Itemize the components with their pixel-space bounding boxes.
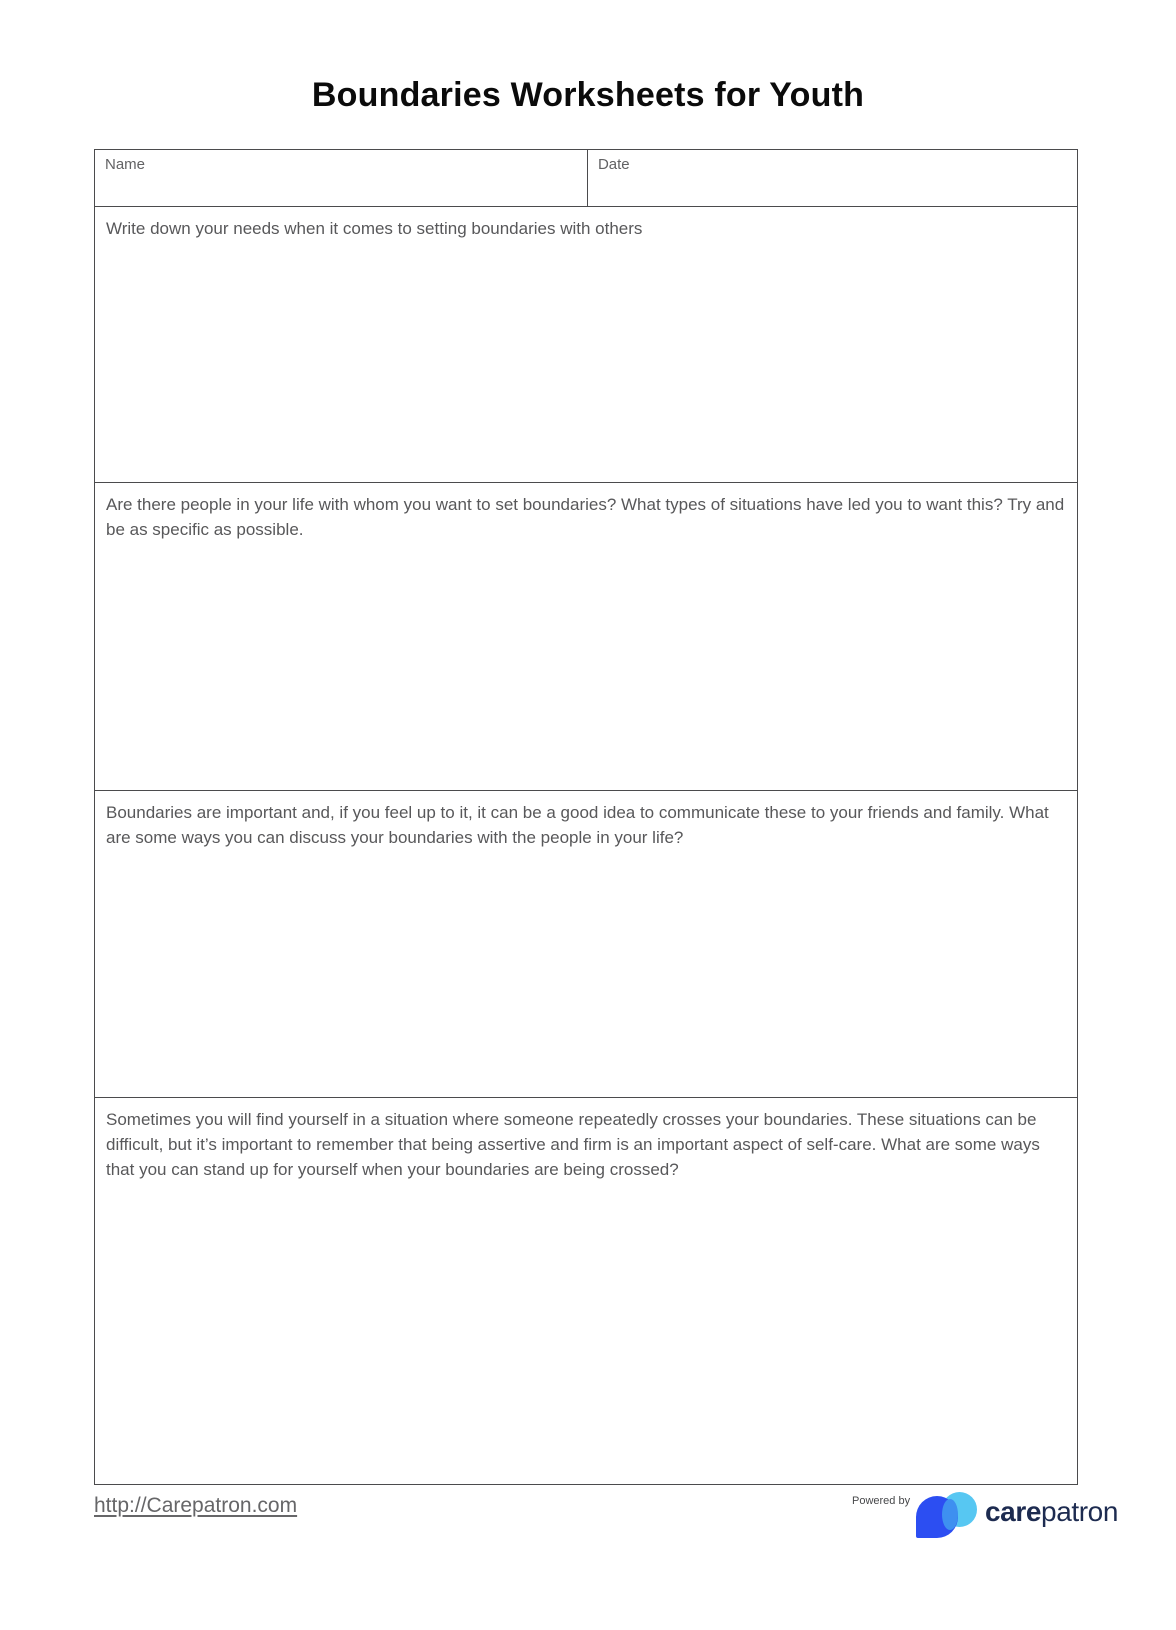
answer-area[interactable]: [106, 850, 1066, 1097]
name-field[interactable]: [95, 150, 588, 206]
logo-bubble-overlap-icon: [942, 1499, 958, 1530]
question-prompt: Are there people in your life with whom you want to set boundaries? What types of situations have led you to want this? Try and be as specific as possible.: [106, 495, 1065, 539]
brand-wordmark: [985, 1496, 1118, 1528]
question-prompt: Sometimes you will find yourself in a situation where someone repeatedly crosses your boundaries. These situations can be difficult, but it’s important to remember that being assertive and firm is an important aspect of self-care. What are some ways that you can stand up for yourself when your boundaries are being crossed?: [106, 1110, 1040, 1179]
date-label: Date: [597, 156, 630, 173]
name-label: Name: [105, 156, 146, 173]
answer-area[interactable]: [106, 1182, 1066, 1484]
carepatron-logo-icon: [916, 1492, 978, 1540]
section-people: [95, 483, 1077, 791]
answer-area[interactable]: [106, 241, 1066, 482]
brand-patron-text: patron: [1041, 1496, 1119, 1527]
date-field[interactable]: [588, 150, 1077, 206]
worksheet-table: [94, 149, 1078, 1485]
date-value[interactable]: [598, 173, 1067, 191]
footer-link[interactable]: http://Carepatron.com: [94, 1494, 298, 1517]
page-title: Boundaries Worksheets for Youth: [311, 76, 865, 114]
name-date-row: [95, 150, 1077, 207]
section-communicate: [95, 791, 1077, 1098]
brand-care-text: care: [985, 1496, 1042, 1527]
answer-area[interactable]: [106, 542, 1066, 790]
question-prompt: Boundaries are important and, if you feel up to it, it can be a good idea to communicate these to your friends and family. What are some ways you can discuss your boundaries with the people in your life?: [106, 803, 1049, 847]
powered-by-label: Powered by: [852, 1495, 911, 1507]
question-prompt: Write down your needs when it comes to setting boundaries with others: [106, 219, 643, 238]
section-needs: [95, 207, 1077, 483]
name-value[interactable]: [105, 173, 577, 191]
section-stand-up: [95, 1098, 1077, 1484]
